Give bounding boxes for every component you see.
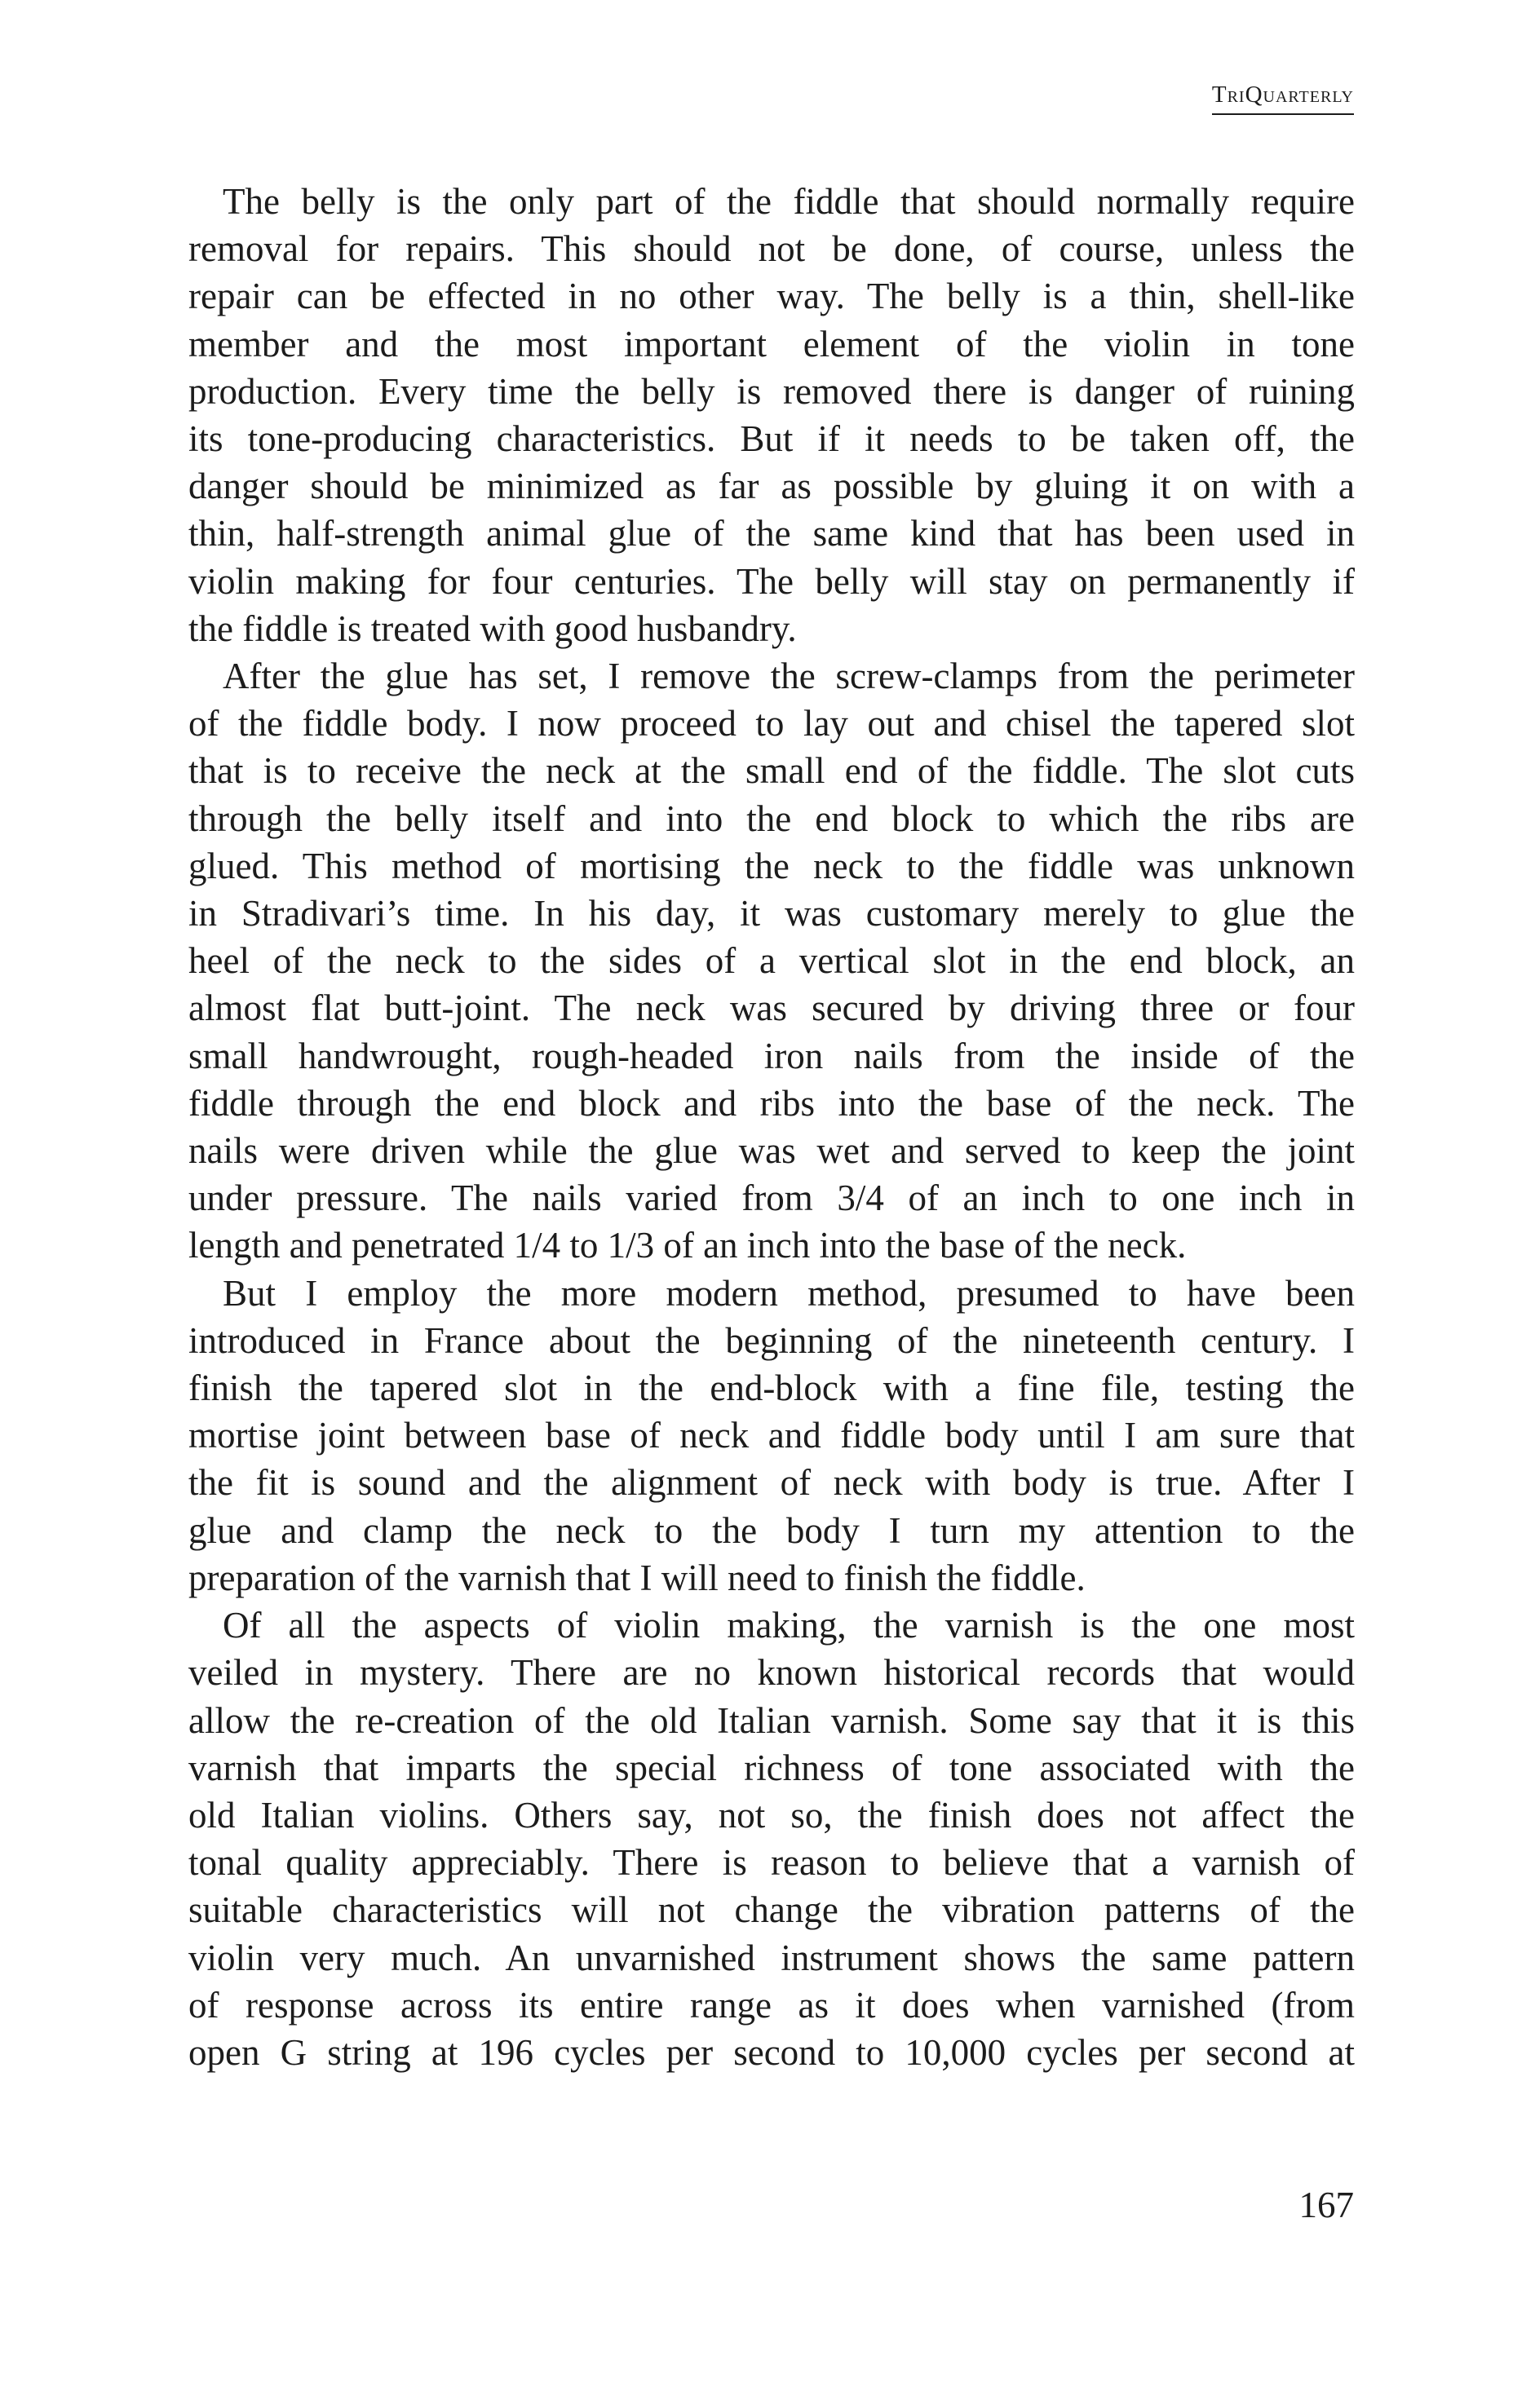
text-line: nails were driven while the glue was wet and served to keep the joint xyxy=(188,1130,1355,1172)
text-line: thin, half-strength animal glue of the same kind that has been used in xyxy=(188,513,1355,555)
text-line: open G string at 196 cycles per second to 10,000 cycles per second at xyxy=(188,2031,1355,2073)
paragraph xyxy=(188,1602,1355,2076)
text-line: removal for repairs. This should not be done, of course, unless the xyxy=(188,228,1355,270)
page-number: 167 xyxy=(1298,2185,1354,2225)
text-line: the fiddle is treated with good husbandry. xyxy=(188,608,797,649)
text-line: its tone-producing characteristics. But if it needs to be taken off, the xyxy=(188,418,1355,460)
text-line: heel of the neck to the sides of a vertical slot in the end block, an xyxy=(188,940,1355,982)
body-text xyxy=(188,178,1355,2076)
text-line: After the glue has set, I remove the screw-clamps from the perimeter xyxy=(223,656,1355,697)
text-line: tonal quality appreciably. There is reason to believe that a varnish of xyxy=(188,1842,1355,1884)
running-head: TriQuarterly xyxy=(1212,82,1354,115)
text-line: old Italian violins. Others say, not so, the finish does not affect the xyxy=(188,1794,1355,1836)
text-line: repair can be effected in no other way. The belly is a thin, shell-like xyxy=(188,276,1355,317)
paragraph xyxy=(188,178,1355,652)
text-line: allow the re-creation of the old Italian varnish. Some say that it is this xyxy=(188,1699,1355,1741)
text-line: length and penetrated 1/4 to 1/3 of an inch into the base of the neck. xyxy=(188,1225,1187,1266)
text-line: glued. This method of mortising the neck to the fiddle was unknown xyxy=(188,845,1355,886)
text-line: almost flat butt-joint. The neck was secured by driving three or four xyxy=(188,988,1355,1029)
text-line: the fit is sound and the alignment of neck with body is true. After I xyxy=(188,1462,1355,1504)
text-line: in Stradivari’s time. In his day, it was customary merely to glue the xyxy=(188,893,1355,934)
text-line: But I employ the more modern method, presumed to have been xyxy=(223,1272,1355,1314)
text-line: varnish that imparts the special richness of tone associated with the xyxy=(188,1747,1355,1788)
text-line: production. Every time the belly is removed there is danger of ruining xyxy=(188,370,1355,412)
text-line: glue and clamp the neck to the body I turn my attention to the xyxy=(188,1509,1355,1551)
text-line: under pressure. The nails varied from 3/4 of an inch to one inch in xyxy=(188,1177,1355,1219)
text-line: violin very much. An unvarnished instrument shows the same pattern xyxy=(188,1937,1355,1978)
text-line: introduced in France about the beginning of the nineteenth century. I xyxy=(188,1319,1355,1361)
text-line: mortise joint between base of neck and fiddle body until I am sure that xyxy=(188,1415,1355,1456)
text-line: preparation of the varnish that I will need to finish the fiddle. xyxy=(188,1557,1086,1598)
text-line: of the fiddle body. I now proceed to lay out and chisel the tapered slot xyxy=(188,703,1355,744)
text-line: fiddle through the end block and ribs into the base of the neck. The xyxy=(188,1082,1355,1124)
paragraph xyxy=(188,652,1355,1270)
text-line: veiled in mystery. There are no known historical records that would xyxy=(188,1652,1355,1694)
text-line: through the belly itself and into the end block to which the ribs are xyxy=(188,798,1355,839)
text-line: violin making for four centuries. The belly will stay on permanently if xyxy=(188,560,1355,602)
paragraph xyxy=(188,1270,1355,1602)
text-line: danger should be minimized as far as possible by gluing it on with a xyxy=(188,466,1355,507)
text-line: suitable characteristics will not change the vibration patterns of the xyxy=(188,1889,1355,1931)
text-line: small handwrought, rough-headed iron nails from the inside of the xyxy=(188,1035,1355,1076)
text-line: The belly is the only part of the fiddle that should normally require xyxy=(223,181,1355,222)
text-line: of response across its entire range as it does when varnished (from xyxy=(188,1984,1355,2026)
text-line: member and the most important element of the violin in tone xyxy=(188,323,1355,365)
text-line: that is to receive the neck at the small end of the fiddle. The slot cuts xyxy=(188,750,1355,792)
text-line: finish the tapered slot in the end-block with a fine file, testing the xyxy=(188,1367,1355,1409)
text-line: Of all the aspects of violin making, the varnish is the one most xyxy=(223,1605,1355,1646)
